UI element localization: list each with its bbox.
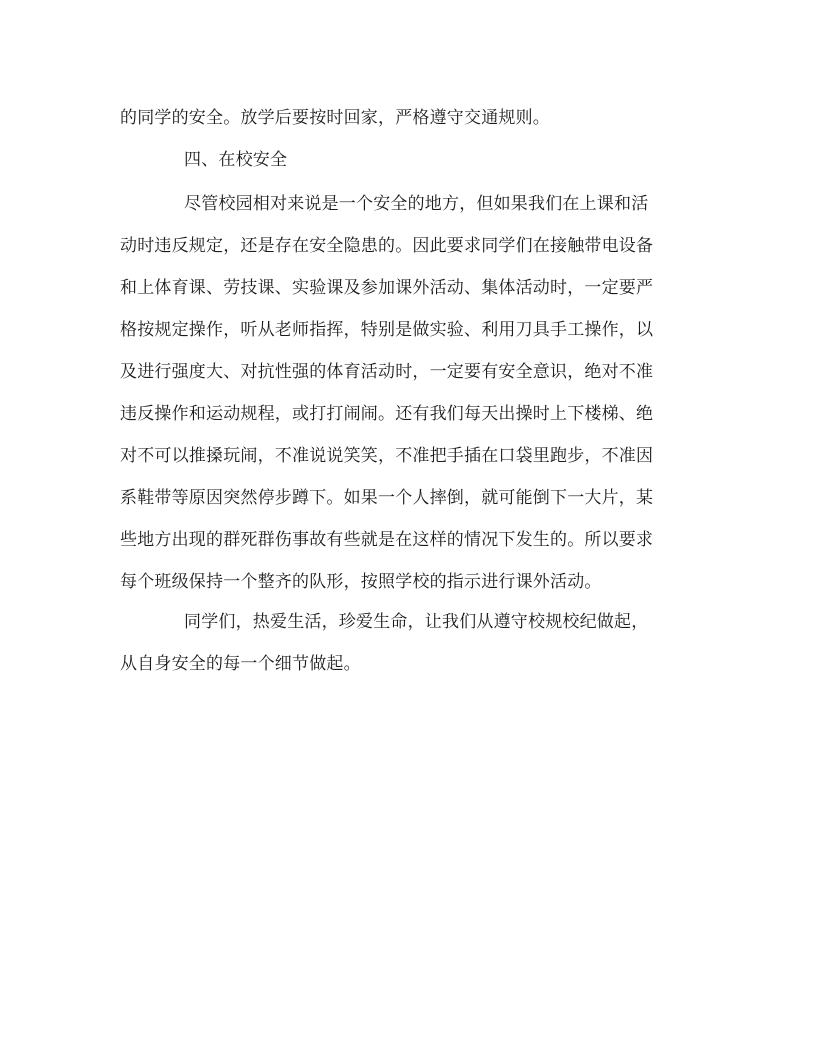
paragraph-line: 尽管校园相对来说是一个安全的地方，但如果我们在上课和活 xyxy=(184,194,649,214)
paragraph-line: 和上体育课、劳技课、实验课及参加课外活动、集体活动时，一定要严 xyxy=(120,278,654,298)
paragraph-line: 从自身安全的每一个细节做起。 xyxy=(120,654,361,674)
paragraph-line: 对不可以推搡玩闹，不准说说笑笑，不准把手插在口袋里跑步，不准因 xyxy=(120,446,654,466)
section-heading: 四、在校安全 xyxy=(184,150,288,170)
paragraph-line: 系鞋带等原因突然停步蹲下。如果一个人摔倒，就可能倒下一大片，某 xyxy=(120,488,654,508)
paragraph-line: 每个班级保持一个整齐的队形，按照学校的指示进行课外活动。 xyxy=(120,572,602,592)
paragraph-line: 违反操作和运动规程，或打打闹闹。还有我们每天出操时上下楼梯、绝 xyxy=(120,404,654,424)
paragraph-line: 及进行强度大、对抗性强的体育活动时，一定要有安全意识，绝对不准 xyxy=(120,362,654,382)
paragraph-line: 动时违反规定，还是存在安全隐患的。因此要求同学们在接触带电设备 xyxy=(120,236,654,256)
paragraph-line: 格按规定操作，听从老师指挥，特别是做实验、利用刀具手工操作，以 xyxy=(120,320,654,340)
paragraph-line: 些地方出现的群死群伤事故有些就是在这样的情况下发生的。所以要求 xyxy=(120,530,654,550)
paragraph-line: 的同学的安全。放学后要按时回家，严格遵守交通规则。 xyxy=(120,108,550,128)
paragraph-line: 同学们，热爱生活，珍爱生命，让我们从遵守校规校纪做起， xyxy=(184,612,649,632)
